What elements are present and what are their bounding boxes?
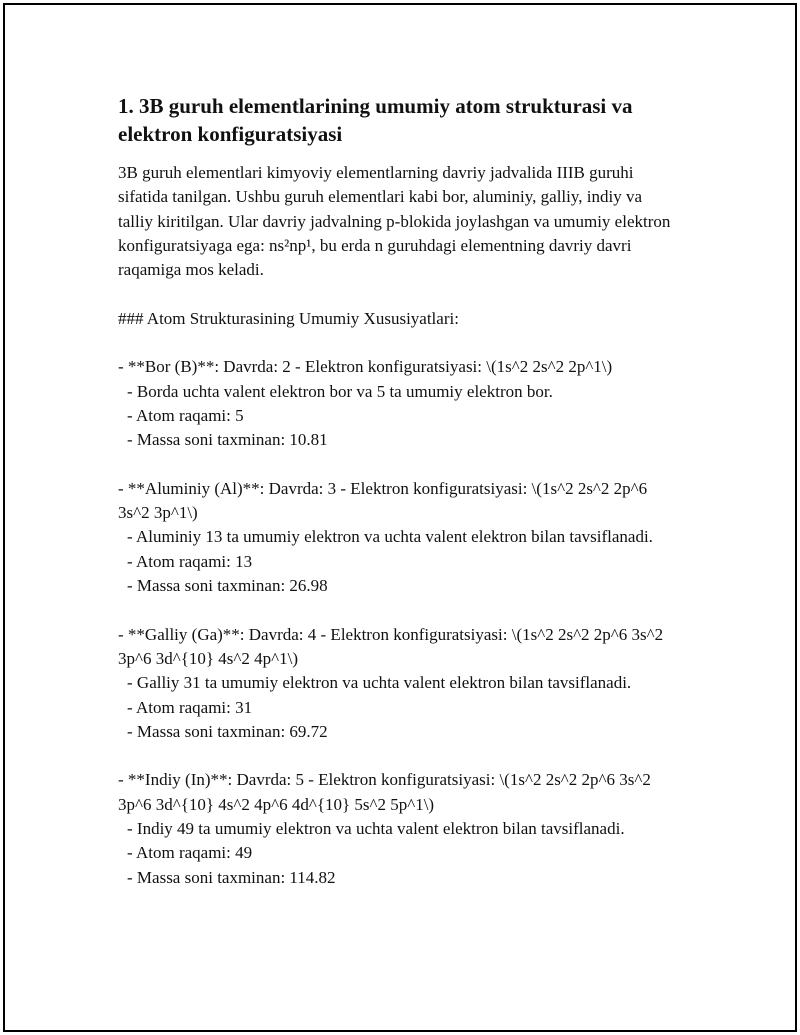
element-description: - Aluminiy 13 ta umumiy elektron va uchta valent elektron bilan tavsiflanadi.: [127, 527, 653, 547]
element-header: - **Indiy (In)**: Davrda: 5 - Elektron konfiguratsiyasi: \(1s^2 2s^2 2p^6 3s^2 3p^6 3d^{10} 4s^2 4p^6 4d^{10} 5s^2 5p^1\): [118, 770, 656, 814]
element-description: - Borda uchta valent elektron bor va 5 ta umumiy elektron bor.: [127, 381, 553, 401]
spacer: [118, 331, 678, 355]
element-header: - **Galliy (Ga)**: Davrda: 4 - Elektron konfiguratsiyasi: \(1s^2 2s^2 2p^6 3s^2 3p^6 3d^{10} 4s^2 4p^1\): [118, 624, 668, 668]
element-description: - Galliy 31 ta umumiy elektron va uchta valent elektron bilan tavsiflanadi.: [127, 673, 632, 693]
element-mass: - Massa soni taxminan: 69.72: [127, 721, 328, 741]
element-mass: - Massa soni taxminan: 114.82: [127, 867, 336, 887]
element-mass: - Massa soni taxminan: 26.98: [127, 576, 328, 596]
element-entry-indiy: [118, 768, 678, 889]
document-body: [118, 92, 678, 890]
element-header: - **Bor (B)**: Davrda: 2 - Elektron konfiguratsiyasi: \(1s^2 2s^2 2p^1\): [118, 357, 613, 377]
element-entry-bor: [118, 355, 678, 452]
spacer: [118, 598, 678, 622]
element-header: - **Aluminiy (Al)**: Davrda: 3 - Elektron konfiguratsiyasi: \(1s^2 2s^2 2p^6 3s^2 3p^1\): [118, 478, 652, 523]
intro-paragraph: 3B guruh elementlari kimyoviy elementlarning davriy jadvalida IIIB guruhi sifatida tanilgan. Ushbu guruh elementlari kabi bor, aluminiy, galliy, indiy va talliy kiritilgan. Ular davriy jadvalning p-blokida joylashgan va umumiy elektron konfiguratsiyaga ega: ns²np¹, bu erda n guruhdagi elementning davriy davri raqamiga mos keladi.: [118, 163, 675, 280]
element-atomic-number: - Atom raqami: 13: [127, 551, 253, 571]
element-entry-aluminiy: [118, 477, 678, 598]
spacer: [118, 282, 678, 306]
element-mass: - Massa soni taxminan: 10.81: [127, 430, 328, 450]
element-atomic-number: - Atom raqami: 5: [127, 405, 244, 425]
element-atomic-number: - Atom raqami: 49: [127, 843, 253, 863]
element-description: - Indiy 49 ta umumiy elektron va uchta valent elektron bilan tavsiflanadi.: [127, 819, 625, 839]
spacer: [118, 744, 678, 768]
spacer: [118, 453, 678, 477]
document-title: 1. 3B guruh elementlarining umumiy atom strukturasi va elektron konfiguratsiyasi: [118, 94, 633, 146]
element-atomic-number: - Atom raqami: 31: [127, 697, 253, 717]
element-entry-galliy: [118, 623, 678, 744]
section-heading: ### Atom Strukturasining Umumiy Xususiyatlari:: [118, 308, 459, 328]
